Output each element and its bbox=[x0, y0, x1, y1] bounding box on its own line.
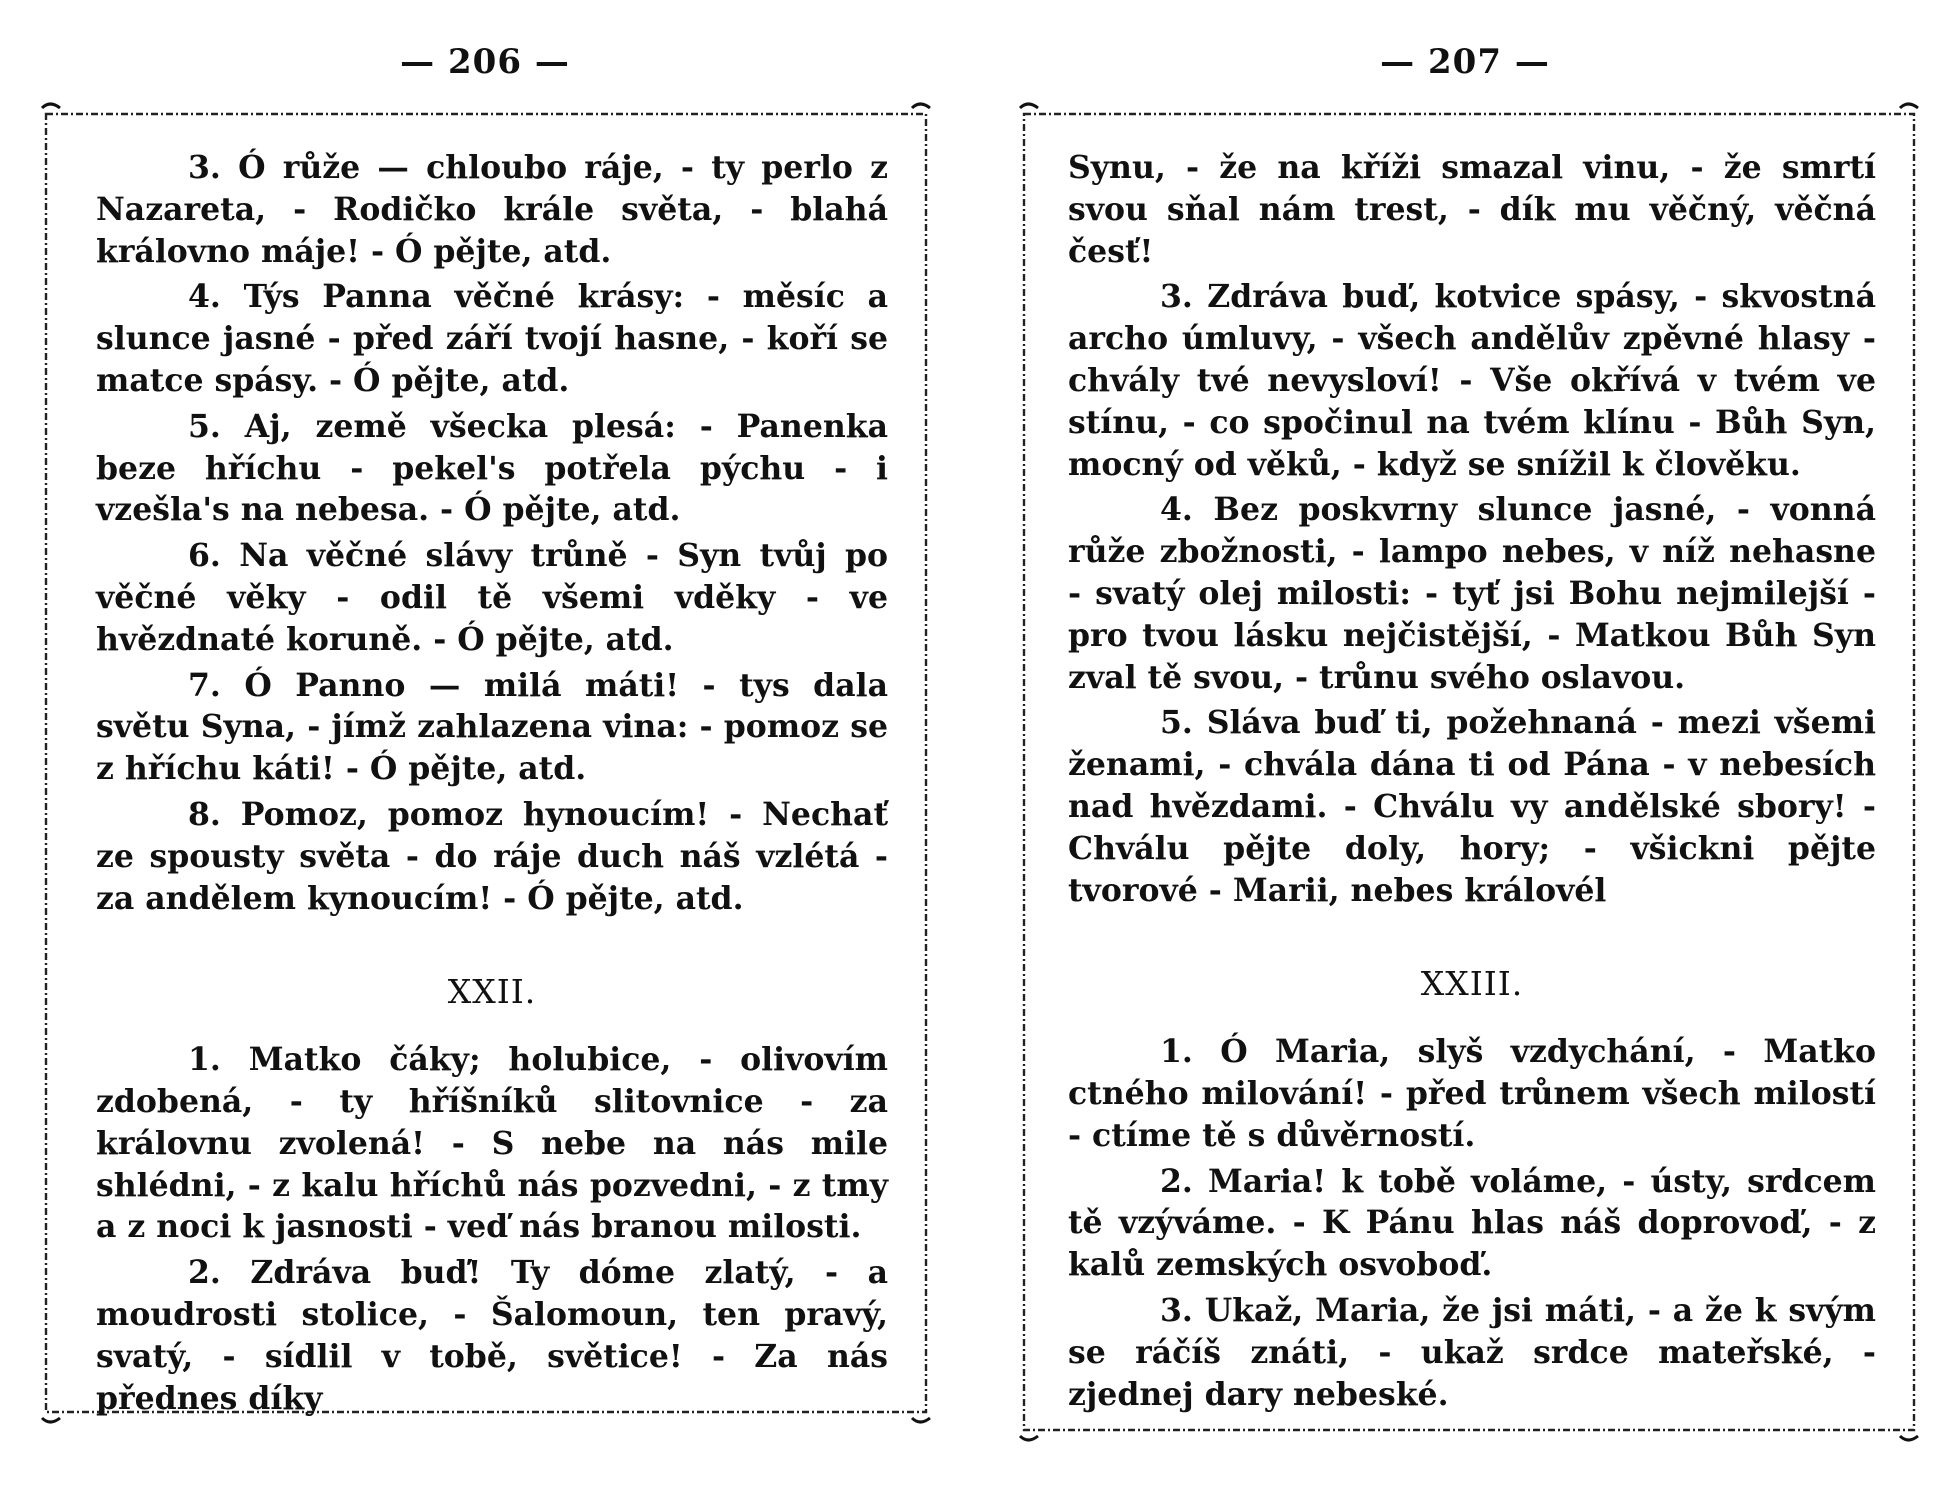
section-title-right: XXIII. bbox=[1420, 964, 1524, 1004]
stanza: 2. Zdráva buď! Ty dóme zlatý, - a moudrosti stolice, - Šalomoun, ten pravý, svatý, - sídlil v tobě, světice! - Za nás přednes díky bbox=[96, 1254, 888, 1417]
stanza: 8. Pomoz, pomoz hynoucím! - Nechať ze spousty světa - do ráje duch náš vzlétá - za andělem kynoucím! - Ó pějte, atd. bbox=[96, 795, 888, 917]
stanza: 3. Zdráva buď, kotvice spásy, - skvostná archo úmluvy, - všech andělův zpěvné hlasy - chvály tvé nevysloví! - Vše okřívá v tvém ve stínu, - co spočinul na tvém klínu - Bůh Syn, mocný od věků, - když se snížil k člověku. bbox=[1068, 278, 1876, 483]
page-number-left: — 206 — bbox=[400, 42, 570, 82]
stanza: 3. Ukaž, Maria, že jsi máti, - a že k svým se ráčíš znáti, - ukaž srdce mateřské, - zjednej dary nebeské. bbox=[1068, 1291, 1876, 1413]
stanza: 5. Aj, země všecka plesá: - Panenka beze hříchu - pekel's potřela pýchu - i vzešla's na nebesa. - Ó pějte, atd. bbox=[96, 407, 888, 529]
stanza: 7. Ó Panno — milá máti! - tys dala světu Syna, - jímž zahlazena vina: - pomoz se z hříchu káti! - Ó pějte, atd. bbox=[96, 666, 888, 788]
stanza: 4. Bez poskvrny slunce jasné, - vonná růže zbožnosti, - lampo nebes, v níž nehasne - svatý olej milosti: - tyť jsi Bohu nejmilejší - pro tvou lásku nejčistější, - Matkou Bůh Syn zval tě svou, - trůnu svého oslavou. bbox=[1068, 491, 1876, 696]
stanza: 1. Matko čáky; holubice, - olivovím zdobená, - ty hříšníků slitovnice - za královnu zvolená! - S nebe na nás mile shlédni, - z kalu hříchů nás pozvedni, - z tmy a z noci k jasnosti - veď nás branou milosti. bbox=[96, 1041, 888, 1246]
page-number-right: — 207 — bbox=[1380, 42, 1550, 82]
stanza-continued: Synu, - že na kříži smazal vinu, - že smrtí svou sňal nám trest, - dík mu věčný, věčná česť! bbox=[1068, 149, 1876, 270]
section-title-left: XXII. bbox=[447, 972, 537, 1012]
stanza: 4. Týs Panna věčné krásy: - měsíc a slunce jasné - před září tvojí hasne, - koří se matce spásy. - Ó pějte, atd. bbox=[96, 278, 888, 399]
stanza: 1. Ó Maria, slyš vzdychání, - Matko ctného milování! - před trůnem všech milostí - ctíme tě s důvěrností. bbox=[1068, 1033, 1876, 1154]
right-page-text bbox=[1068, 147, 1876, 1415]
stanza: 2. Maria! k tobě voláme, - ústy, srdcem tě vzýváme. - K Pánu hlas náš doprovoď, - z kalů zemských osvoboď. bbox=[1068, 1162, 1876, 1284]
stanza: 3. Ó růže — chloubo ráje, - ty perlo z Nazareta, - Rodičko krále světa, - blahá královno máje! - Ó pějte, atd. bbox=[96, 149, 888, 270]
left-page-text bbox=[96, 147, 888, 1419]
stanza: 6. Na věčné slávy trůně - Syn tvůj po věčné věky - odil tě všemi vděky - ve hvězdnaté koruně. - Ó pějte, atd. bbox=[96, 537, 888, 658]
stanza: 5. Sláva buď ti, požehnaná - mezi všemi ženami, - chvála dána ti od Pána - v nebesích nad hvězdami. - Chválu vy andělské sbory! - Chválu pějte doly, hory; - všickni pějte tvorové - Marii, nebes královél bbox=[1068, 704, 1876, 909]
